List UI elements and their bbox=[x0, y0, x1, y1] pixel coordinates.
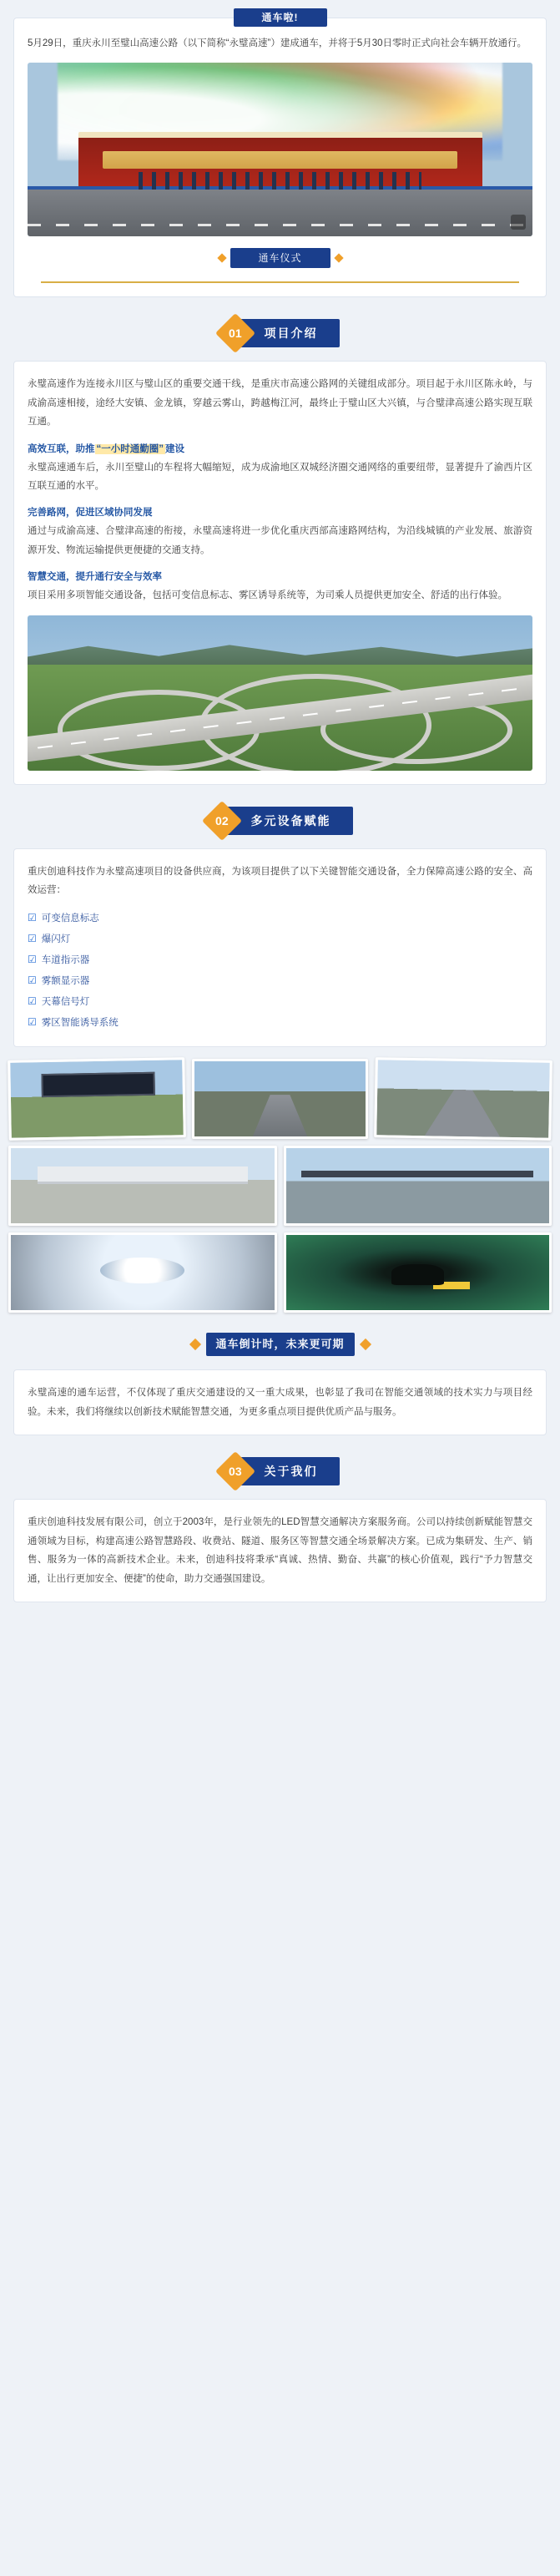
intro-paragraph: 5月29日，重庆永川至璧山高速公路（以下简称“永璧高速”）建成通车，并将于5月30日零时正式向社会车辆开放通行。 bbox=[28, 38, 527, 48]
interchange-aerial-photo bbox=[28, 615, 532, 771]
section-number-2: 02 bbox=[214, 813, 229, 827]
subsection-3-text: 项目采用多项智能交通设备，包括可变信息标志、雾区诱导系统等，为司乘人员提供更加安全、舒适的出行体验。 bbox=[28, 590, 507, 601]
lane-markings bbox=[28, 224, 532, 226]
road-surface bbox=[28, 190, 532, 236]
photo-gantry-install bbox=[284, 1146, 552, 1226]
mid-pill-wrap bbox=[0, 1333, 560, 1356]
subsection-2-text: 通过与成渝高速、合璧津高速的衔接，永璧高速将进一步优化重庆西部高速路网结构，为沿线城镇的产业发展、旅游资源开发、物流运输提供更便捷的交通支持。 bbox=[28, 526, 532, 555]
countdown-pill: 通车倒计时，未来更可期 bbox=[206, 1333, 355, 1356]
section-number-1: 01 bbox=[228, 326, 242, 341]
ceremony-photo bbox=[28, 63, 532, 236]
list-item: ☑ 可变信息标志 bbox=[28, 908, 532, 929]
mosaic-row-3 bbox=[8, 1232, 552, 1313]
subheading-1-highlight: “一小时通勤圈” bbox=[96, 443, 164, 454]
photo-mainline-road bbox=[192, 1059, 369, 1139]
top-tag: 通车啦! bbox=[234, 8, 327, 27]
photo-vms-gantry bbox=[8, 1058, 185, 1141]
about-us-text: 重庆创迪科技发展有限公司，创立于2003年，是行业领先的LED智慧交通解决方案服务商。公司以持续创新赋能智慧交通领域为目标，构建高速公路智慧路段、收费站、隧道、服务区等智慧交通全场景解决方案。已成为集研发、生产、销售、服务为一体的高新技术企业。未来，创迪科技将秉承“真诚、热情、勤奋、共赢”的核心价值观，践行“予力智慧交通，让出行更加安全、便捷”的使命，助力交通强国建设。 bbox=[28, 1517, 532, 1584]
section-2-card bbox=[13, 848, 547, 1048]
mountains bbox=[28, 640, 532, 667]
section-header-2 bbox=[0, 807, 560, 835]
subheading-1-post: 建设 bbox=[165, 443, 184, 454]
divider bbox=[41, 281, 519, 283]
device-list bbox=[28, 908, 532, 1033]
subheading-1-pre: 高效互联，助推 bbox=[28, 443, 95, 454]
intro-card bbox=[13, 18, 547, 297]
crowd bbox=[139, 172, 421, 190]
list-item: ☑ 爆闪灯 bbox=[28, 929, 532, 949]
section-2-closing-card bbox=[13, 1369, 547, 1435]
list-item: ☑ 雾区智能诱导系统 bbox=[28, 1012, 532, 1033]
section-number-3: 03 bbox=[228, 1465, 242, 1479]
photo-tunnel-fog-guidance bbox=[284, 1232, 552, 1313]
section-header-3 bbox=[0, 1457, 560, 1485]
section-3-card bbox=[13, 1499, 547, 1602]
section-title-2: 多元设备赋能 bbox=[226, 807, 353, 835]
mosaic-row-1 bbox=[8, 1059, 552, 1139]
photo-lane-indicator-road bbox=[375, 1058, 552, 1141]
subsection-1-text: 永璧高速通车后，永川至璧山的车程将大幅缩短，成为成渝地区双城经济圈交通网络的重要纽带，显著提升了渝西片区互联互通的水平。 bbox=[28, 462, 532, 491]
list-item: ☑ 雾额显示器 bbox=[28, 970, 532, 991]
mosaic-row-2 bbox=[8, 1146, 552, 1226]
section-2-paragraph: 重庆创迪科技作为永璧高速项目的设备供应商，为该项目提供了以下关键智能交通设备，全力保障高速公路的安全、高效运营： bbox=[28, 866, 532, 896]
image-badge-icon bbox=[511, 215, 526, 230]
section-title-3: 关于我们 bbox=[240, 1457, 340, 1485]
section-header-1 bbox=[0, 319, 560, 347]
list-item: ☑ 天幕信号灯 bbox=[28, 991, 532, 1012]
section-1-paragraph: 永璧高速作为连接永川区与璧山区的重要交通干线，是重庆市高速公路网的关键组成部分。项目起于永川区陈永岭，与成渝高速相接，途经大安镇、金龙镇，穿越云雾山，跨越梅江河，最终止于璧山区大兴镇，与合璧津高速公路实现互联互通。 bbox=[28, 379, 532, 428]
subheading-1 bbox=[28, 442, 532, 455]
subheading-3: 智慧交通，提升通行安全与效率 bbox=[28, 572, 162, 583]
photo-toll-plaza bbox=[8, 1146, 277, 1226]
device-photo-mosaic bbox=[8, 1059, 552, 1313]
section-title-1: 项目介绍 bbox=[240, 319, 340, 347]
list-item: ☑ 车道指示器 bbox=[28, 949, 532, 970]
ceremony-caption: 通车仪式 bbox=[230, 248, 330, 268]
section-2-closing-text: 永璧高速的通车运营，不仅体现了重庆交通建设的又一重大成果，也彰显了我司在智能交通领域的技术实力与项目经验。未来，我们将继续以创新技术赋能智慧交通，为更多重点项目提供优质产品与服务。 bbox=[28, 1388, 532, 1417]
photo-dome-light bbox=[8, 1232, 277, 1313]
section-1-card bbox=[13, 361, 547, 784]
subheading-2: 完善路网，促进区域协同发展 bbox=[28, 508, 153, 519]
